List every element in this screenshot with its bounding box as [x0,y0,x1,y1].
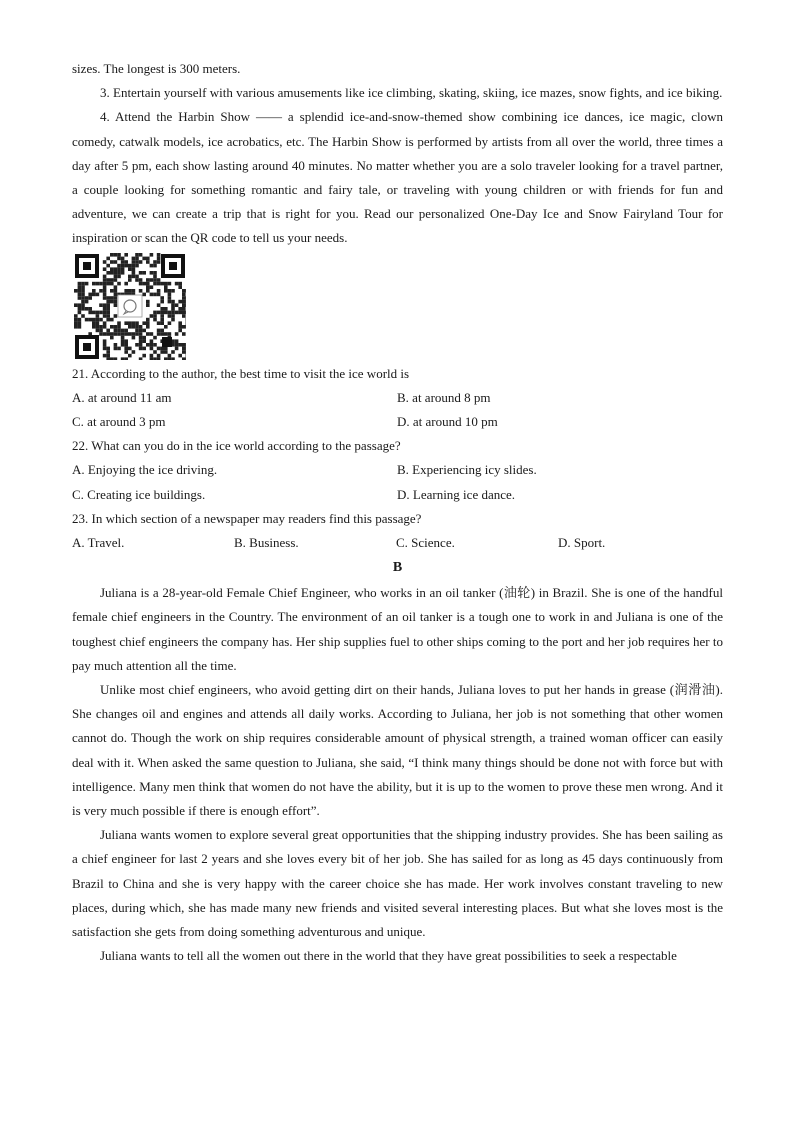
question-23-option-d[interactable]: D. Sport. [558,535,606,551]
question-23-options [72,531,723,555]
passage-a-item-4: 4. Attend the Harbin Show —— a splendid ice-and-snow-themed show combining ice dances, ice magic, clown comedy, catwalk models, ice acrobatics, etc. The Harbin Show is performed by artists from all over the world, three times a day after 5 pm, each show lasting around 40 minutes. No matter whether you are a solo traveler looking for a travel partner, a couple looking for something romantic and fairy tale, or traveling with young children or with friends for fun and adventure, we can create a trip that is right for you. Read our personalized One-Day Ice and Snow Fairyland Tour for inspiration or scan the QR code to tell us your needs. [72,109,723,246]
question-22-option-c[interactable]: C. Creating ice buildings. [72,486,206,502]
question-21-options-row-2 [72,410,723,434]
passage-a [72,57,723,969]
question-21-options [72,386,723,410]
question-23-option-c[interactable]: C. Science. [396,535,455,551]
question-22-options-row-2 [72,483,723,507]
question-23-option-a[interactable]: A. Travel. [72,535,125,551]
question-22-stem: 22. What can you do in the ice world according to the passage? [72,438,401,454]
question-21-option-c[interactable]: C. at around 3 pm [72,414,166,430]
question-22-option-b[interactable]: B. Experiencing icy slides. [397,462,537,478]
passage-a-line-top: sizes. The longest is 300 meters. [72,61,241,76]
question-22-option-d[interactable]: D. Learning ice dance. [397,486,516,502]
section-b-paragraph-4: Juliana wants to tell all the women out there in the world that they have great possibilities to seek a respectable [100,948,677,964]
question-21-option-d[interactable]: D. at around 10 pm [397,414,498,430]
question-21-option-a[interactable]: A. at around 11 am [72,389,172,405]
section-b-paragraph-2: Unlike most chief engineers, who avoid getting dirt on their hands, Juliana loves to put her hands in grease (润滑油). She changes oil and engines and attends all daily works. According to Juliana, her job is not something that other women cannot do. Though the work on ship requires considerable amount of physical strength, a trained woman officer can easily deal with it. When asked the same question to Juliana, she said, “I think many things should be done not with force but with intelligence. Many men think that women do not have the ability, but it is up to the women to prove these men wrong. And it is very much possible if there is enough effort”. [72,682,723,819]
question-22-options [72,458,723,482]
question-22-option-a[interactable]: A. Enjoying the ice driving. [72,462,218,478]
question-21-stem: 21. According to the author, the best time to visit the ice world is [72,365,410,381]
qr-code-image[interactable] [74,253,186,360]
question-23-option-b[interactable]: B. Business. [234,535,299,551]
question-23-stem: 23. In which section of a newspaper may readers find this passage? [72,510,422,526]
section-b-heading: B [392,560,403,576]
passage-a-item-3: 3. Entertain yourself with various amusements like ice climbing, skating, skiing, ice mazes, snow fights, and ice biking. [100,85,723,101]
section-b-paragraph-1: Juliana is a 28-year-old Female Chief Engineer, who works in an oil tanker (油轮) in Brazil. She is one of the handful female chief engineers in the Country. The environment of an oil tanker is a tough one to work in and Juliana is one of the toughest chief engineers the company has. Her ship supplies fuel to other ships coming to the port and her job requires her to pay much attention all the time. [72,585,723,673]
section-b-paragraph-3: Juliana wants women to explore several great opportunities that the shipping industry provides. She has been sailing as a chief engineer for last 2 years and she loves every bit of her job. She has sailed for as long as 45 days continuously from Brazil to China and she is very happy with the career choice she has made. Her work involves constant traveling to new places, during which, she has made many new friends and visited several interesting places. But what she loves most is the satisfaction she gets from doing something adventurous and unique. [72,827,723,940]
question-21-option-b[interactable]: B. at around 8 pm [397,389,491,405]
